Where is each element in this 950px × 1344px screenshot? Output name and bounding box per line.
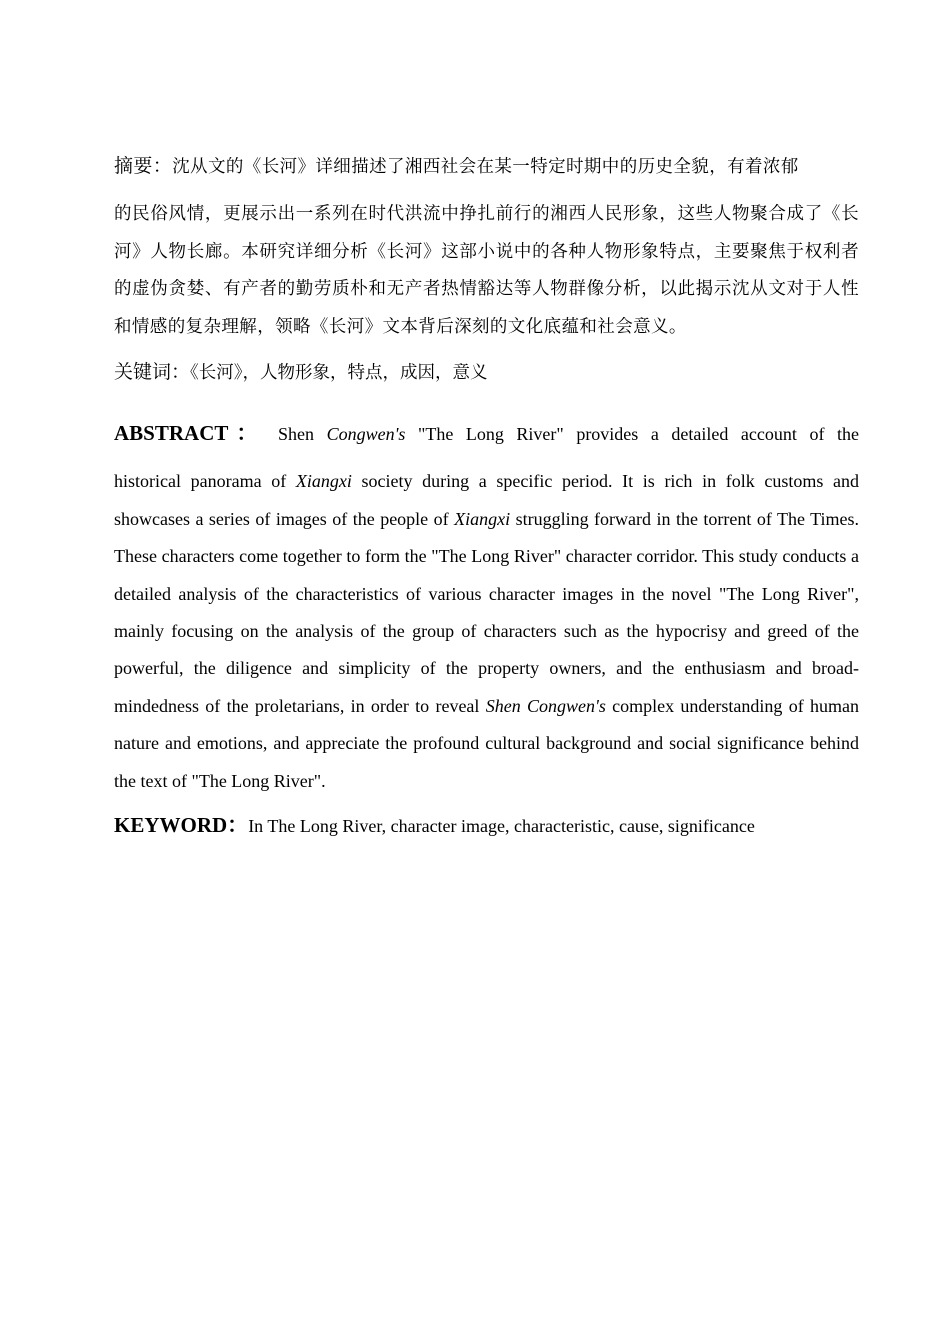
- english-abstract-text: struggling forward in the torrent of The Times. These characters come together to form the "The Long River" character corridor. This study conducts a detailed analysis of the characteristics of various character images in the novel "The Long River", mainly focusing on the analysis of the group of characters such as the hypocrisy and greed of the powerful, the diligence and simplicity of the property owners, and the enthusiasm and broad-mindedness of the proletarians, in order to reveal: [114, 508, 859, 716]
- english-abstract-text: historical panorama of: [114, 471, 296, 492]
- english-abstract-text: Shen: [265, 424, 327, 445]
- english-abstract-italic: Shen Congwen's: [485, 695, 606, 716]
- english-abstract-italic: Xiangxi: [454, 508, 511, 529]
- english-abstract-text: "The Long River" provides a detailed account of the: [405, 424, 859, 445]
- english-abstract-italic: Xiangxi: [295, 471, 352, 492]
- chinese-abstract-body: 的民俗风情，更展示出一系列在时代洪流中挣扎前行的湘西人民形象，这些人物聚合成了《长河》人物长廊。本研究详细分析《长河》这部小说中的各种人物形象特点，主要聚焦于权利者的虚伪贪婪、有产者的勤劳质朴和无产者热情豁达等人物群像分析，以此揭示沈从文对于人性和情感的复杂理解，领略《长河》文本背后深刻的文化底蕴和社会意义。: [114, 203, 859, 336]
- english-abstract-first-line: [114, 415, 859, 453]
- english-abstract-text: society during a specific period. It is rich in folk customs and showcases a series of images of the people of: [114, 471, 859, 529]
- english-keywords: [114, 810, 859, 841]
- chinese-abstract-line1: 沈从文的《长河》详细描述了湘西社会在某一特定时期中的历史全貌，有着浓郁: [172, 156, 799, 176]
- document-page: [114, 148, 859, 841]
- chinese-abstract: [114, 148, 859, 345]
- chinese-keywords-text: 《长河》，人物形象，特点，成因，意义: [190, 362, 488, 383]
- english-abstract-heading: ABSTRACT：: [114, 421, 266, 446]
- chinese-keywords: [114, 357, 859, 387]
- chinese-abstract-first-line: [114, 148, 859, 185]
- english-keywords-heading: KEYWORD：: [114, 813, 249, 838]
- english-abstract: [114, 415, 859, 800]
- english-abstract-italic: Congwen's: [326, 424, 406, 445]
- english-keywords-text: In The Long River, character image, characteristic, cause, significance: [248, 816, 755, 837]
- english-abstract-text: complex understanding of human nature and emotions, and appreciate the profound cultural background and social significance behind the text of "The Long River".: [114, 695, 859, 791]
- chinese-abstract-heading: 摘要：: [114, 155, 173, 177]
- chinese-keywords-heading: 关键词：: [114, 361, 191, 384]
